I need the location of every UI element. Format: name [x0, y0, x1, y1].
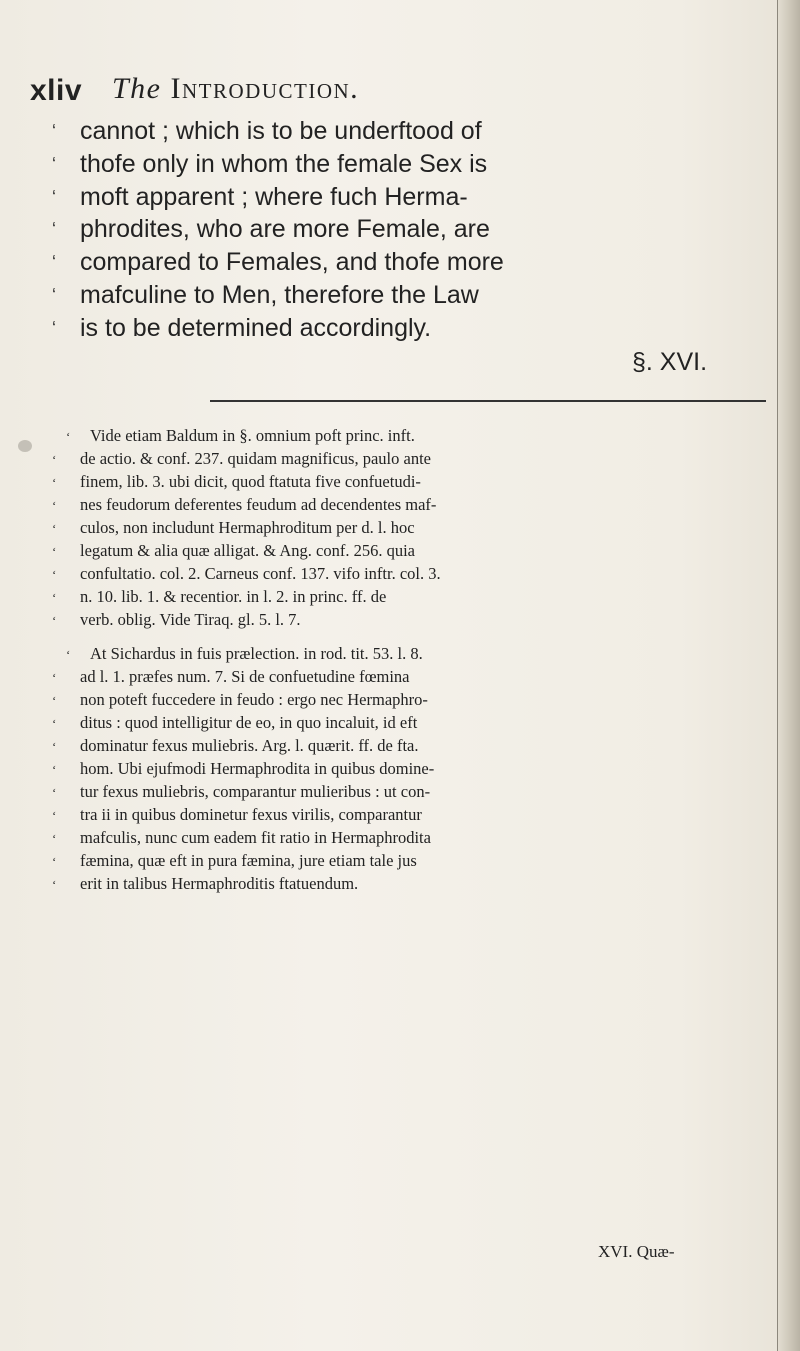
running-head-title: Introduction. [170, 72, 360, 105]
section-heading: §. XVI. [632, 348, 708, 376]
text-line [52, 115, 772, 148]
line-text: mafculine to Men, therefore the Law [80, 280, 479, 309]
line-text: culos, non includunt Hermaphroditum per d. l. hoc [80, 518, 415, 537]
quote-mark: ‘ [52, 521, 57, 536]
line-text: n. 10. lib. 1. & recentior. in l. 2. in princ. ff. de [80, 587, 387, 606]
quote-mark: ‘ [52, 153, 56, 174]
line-text: ditus : quod intelligitur de eo, in quo incaluit, id eft [80, 713, 418, 732]
line-text: verb. oblig. Vide Tiraq. gl. 5. l. 7. [80, 610, 301, 629]
line-text: finem, lib. 3. ubi dicit, quod ftatuta five confuetudi- [80, 472, 421, 491]
text-line [52, 148, 772, 181]
page-edge [777, 0, 800, 1351]
line-text: cannot ; which is to be underftood of [80, 117, 482, 145]
quote-mark: ‘ [52, 452, 57, 467]
text-line [52, 585, 770, 608]
text-line [52, 803, 770, 826]
quote-mark: ‘ [66, 429, 71, 444]
text-line [52, 181, 772, 214]
quote-mark: ‘ [52, 831, 57, 846]
line-text: is to be determined accordingly. [80, 313, 432, 342]
text-line [52, 780, 770, 803]
quote-mark: ‘ [52, 567, 57, 582]
main-text [52, 115, 772, 345]
text-line [52, 493, 770, 516]
line-text: erit in talibus Hermaphroditis ftatuendum. [80, 874, 359, 893]
line-text: de actio. & conf. 237. quidam magnificus, paulo ante [80, 449, 431, 468]
text-line [52, 757, 770, 780]
quote-mark: ‘ [52, 121, 56, 141]
line-text: Vide etiam Baldum in §. omnium poft princ. inft. [90, 426, 415, 445]
line-text: moft apparent ; where fuch Herma- [80, 182, 468, 211]
line-text: thofe only in whom the female Sex is [80, 149, 488, 178]
quote-mark: ‘ [52, 716, 57, 731]
text-line [52, 711, 770, 734]
text-line [52, 447, 770, 470]
quote-mark: ‘ [52, 252, 56, 273]
paper-stain [18, 440, 32, 452]
text-line [52, 470, 770, 493]
text-line [52, 213, 772, 246]
quote-mark: ‘ [52, 877, 57, 892]
quote-mark: ‘ [52, 475, 57, 490]
line-text: compared to Females, and thofe more [80, 248, 504, 277]
line-text: At Sichardus in fuis prælection. in rod. tit. 53. l. 8. [90, 644, 423, 663]
text-line [52, 562, 770, 585]
quote-mark: ‘ [52, 544, 57, 559]
text-line [52, 849, 770, 872]
footnote-1 [52, 424, 770, 631]
text-line [52, 642, 770, 665]
text-line [52, 688, 770, 711]
line-text: hom. Ubi ejufmodi Hermaphrodita in quibus domine- [80, 759, 435, 778]
quote-mark: ‘ [52, 317, 56, 338]
text-line [52, 608, 770, 631]
line-text: nes feudorum deferentes feudum ad decendentes maf- [80, 495, 437, 514]
text-line [52, 665, 770, 688]
quote-mark: ‘ [52, 808, 57, 823]
text-line [52, 246, 772, 279]
quote-mark: ‘ [52, 590, 57, 605]
quote-mark: ‘ [52, 219, 56, 240]
line-text: phrodites, who are more Female, are [80, 215, 490, 244]
footnote-rule [210, 400, 766, 402]
quote-mark: ‘ [52, 739, 57, 754]
line-text: fæmina, quæ eft in pura fæmina, jure etiam tale jus [80, 851, 417, 870]
quote-mark: ‘ [52, 693, 57, 708]
page-number: xliv [30, 74, 83, 107]
quote-mark: ‘ [52, 785, 57, 800]
text-line [52, 424, 770, 447]
line-text: legatum & alia quæ alligat. & Ang. conf. 256. quia [80, 541, 415, 560]
quote-mark: ‘ [52, 854, 57, 869]
quote-mark: ‘ [52, 498, 57, 513]
quote-mark: ‘ [52, 670, 57, 685]
catchword: XVI. Quæ- [598, 1242, 675, 1261]
text-line [52, 872, 770, 895]
running-head [112, 72, 359, 106]
text-line [52, 516, 770, 539]
footnote-2 [52, 642, 770, 895]
quote-mark: ‘ [52, 186, 56, 207]
text-line [52, 826, 770, 849]
line-text: confultatio. col. 2. Carneus conf. 137. vifo inftr. col. 3. [80, 564, 441, 583]
line-text: tra ii in quibus dominetur fexus virilis, comparantur [80, 805, 422, 824]
line-text: dominatur fexus muliebris. Arg. l. quærit. ff. de fta. [80, 736, 419, 755]
line-text: non poteft fuccedere in feudo : ergo nec Hermaphro- [80, 690, 428, 709]
text-line [52, 539, 770, 562]
quote-mark: ‘ [52, 762, 57, 777]
line-text: mafculis, nunc cum eadem fit ratio in Hermaphrodita [80, 828, 431, 847]
text-line [52, 279, 772, 312]
text-line [52, 312, 772, 345]
quote-mark: ‘ [52, 613, 57, 628]
text-line [52, 734, 770, 757]
line-text: ad l. 1. præfes num. 7. Si de confuetudine fœmina [80, 667, 410, 686]
quote-mark: ‘ [66, 647, 71, 662]
line-text: tur fexus muliebris, comparantur mulieribus : ut con- [80, 782, 431, 801]
running-head-the: The [112, 72, 162, 105]
quote-mark: ‘ [52, 284, 56, 305]
page-header [30, 62, 770, 112]
